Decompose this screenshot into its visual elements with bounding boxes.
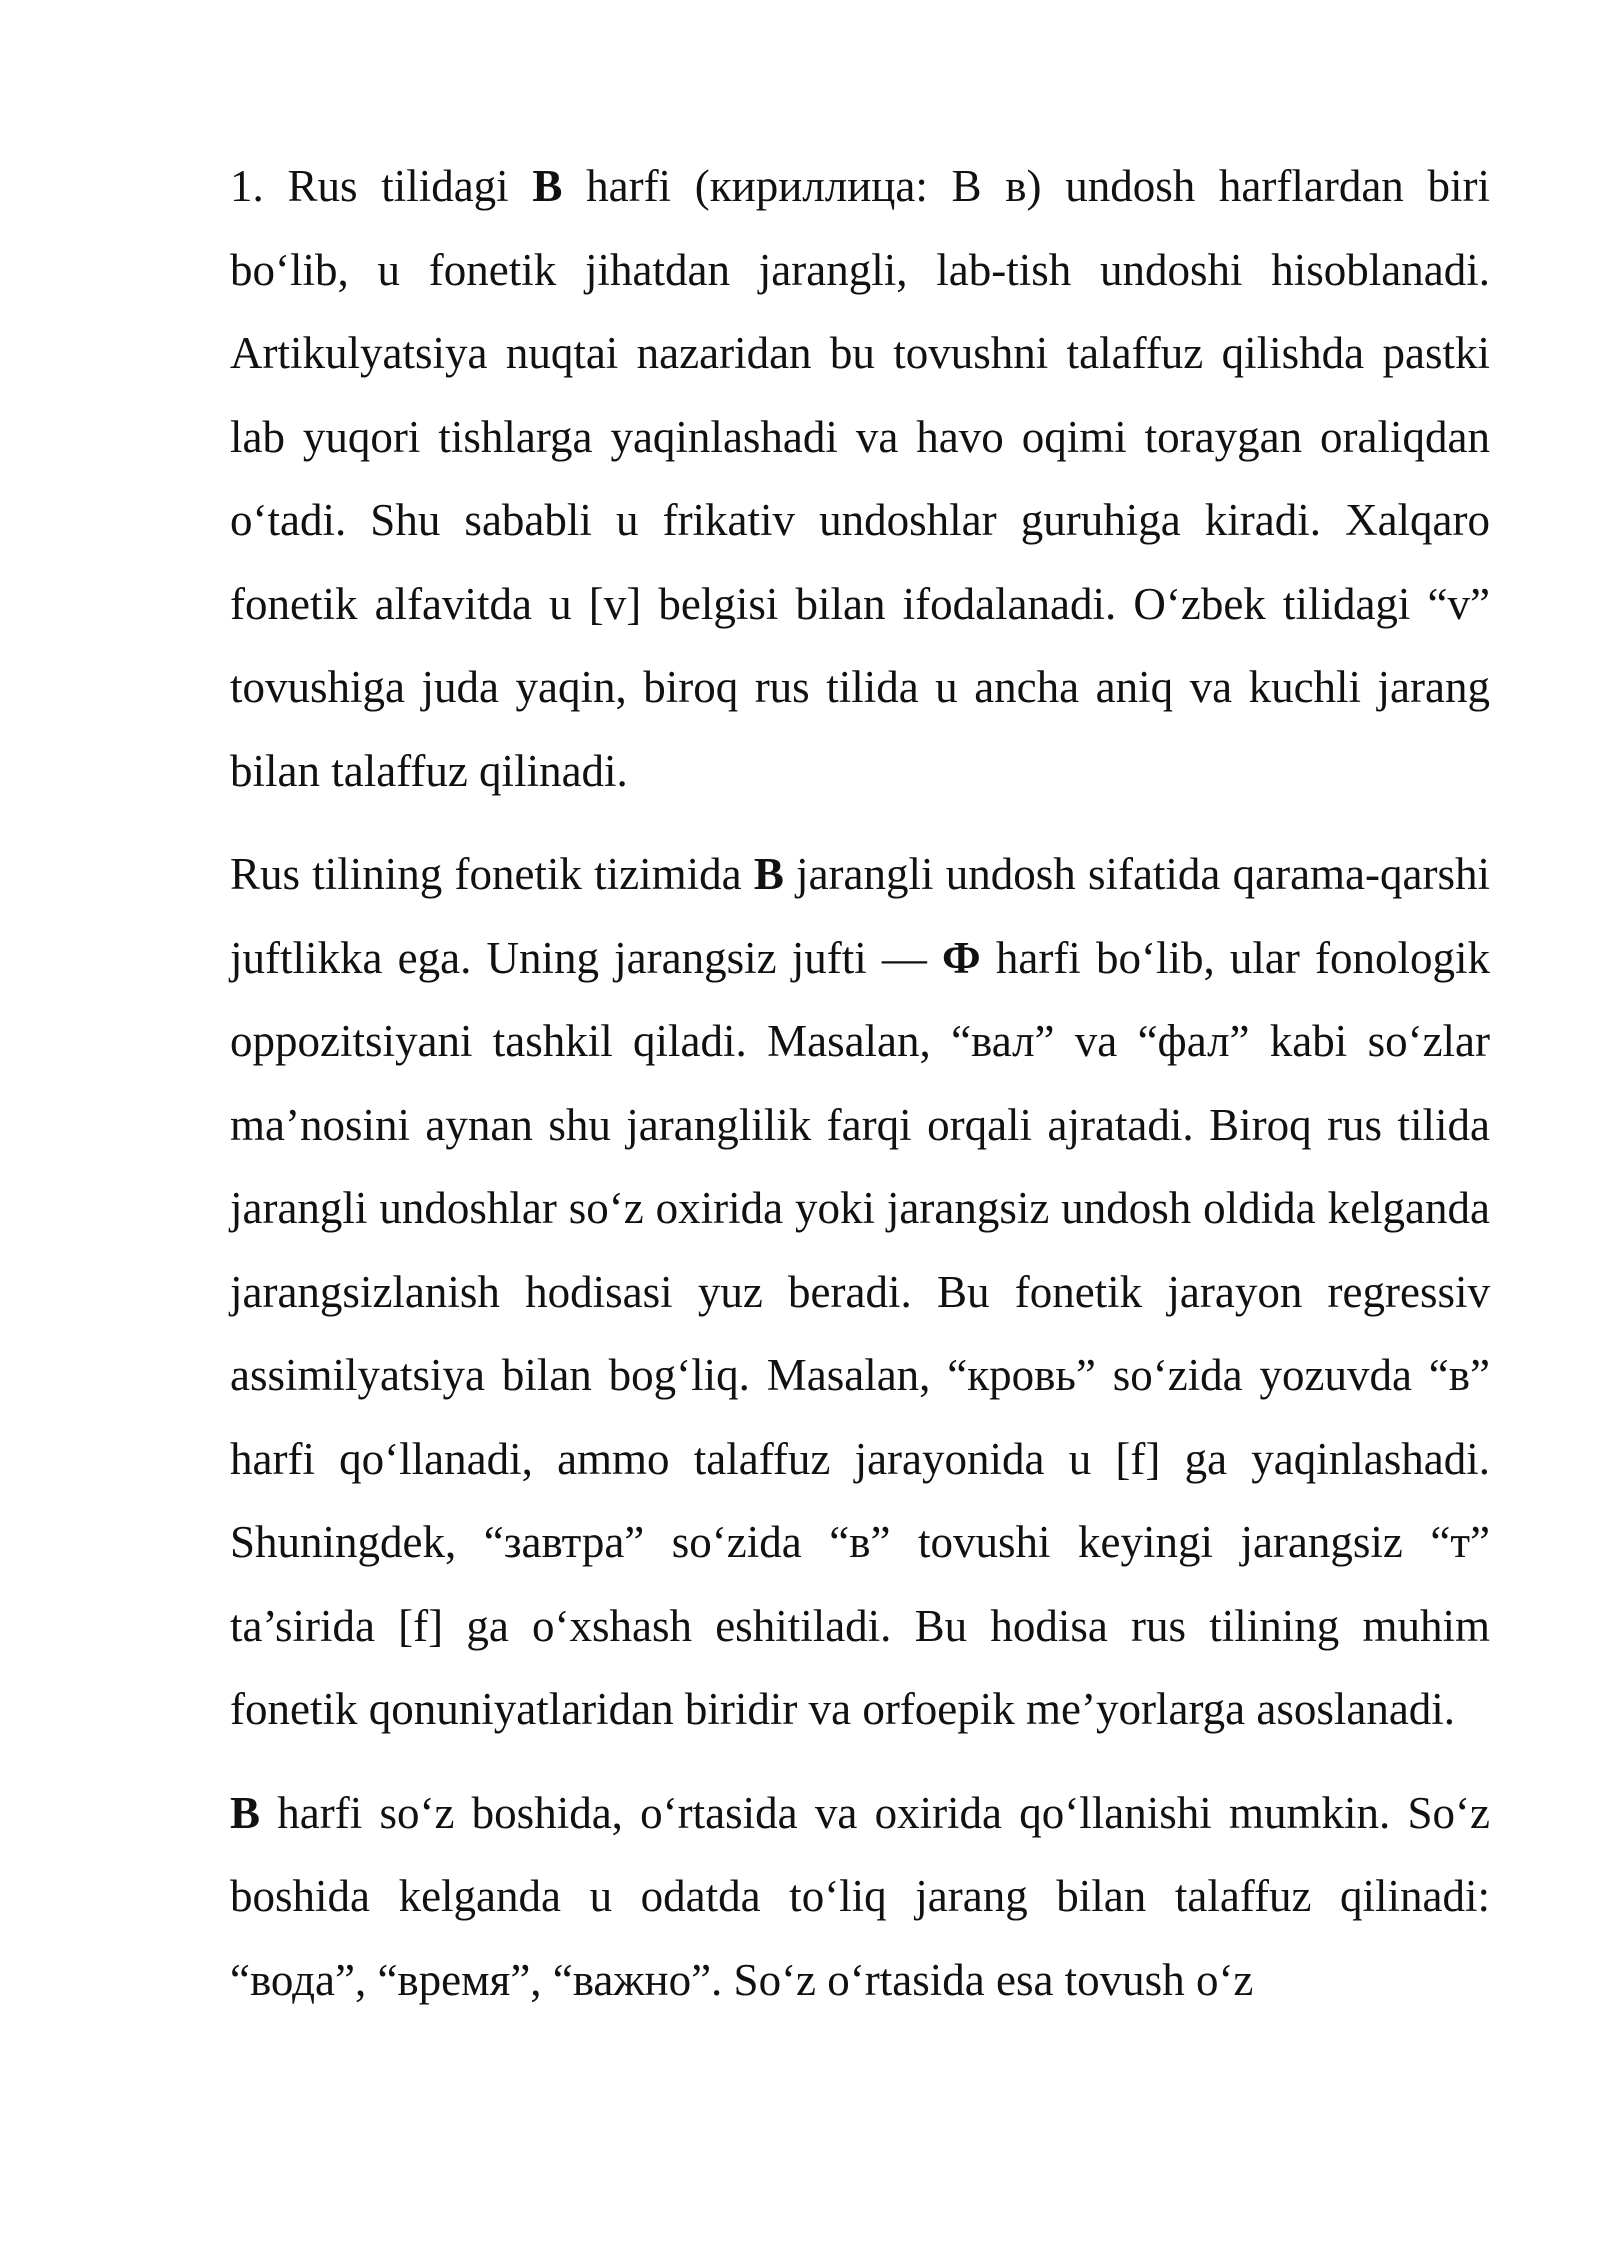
- bold-letter-f: Ф: [942, 932, 981, 983]
- paragraph-1-text: 1. Rus tilidagi: [230, 161, 533, 211]
- bold-letter-v: B: [532, 161, 563, 211]
- paragraph-2: [230, 833, 1490, 1752]
- paragraph-1: [230, 145, 1490, 813]
- paragraph-2-text: Rus tilining fonetik tizimida: [230, 849, 754, 899]
- paragraph-1-text: harfi (кириллица: В в) undosh harflardan biri bo‘lib, u fonetik jihatdan jarangli, lab-tish undoshi hisoblanadi. Artikulyatsiya nuqtai nazaridan bu tovushni talaffuz qilishda pastki lab yuqori tishlarga yaqinlashadi va havo oqimi toraygan oraliqdan o‘tadi. Shu sababli u frikativ undoshlar guruhiga kiradi. Xalqaro fonetik alfavitda u [v] belgisi bilan ifodalanadi. O‘zbek tilidagi “v” tovushiga juda yaqin, biroq rus tilida u ancha aniq va kuchli jarang bilan talaffuz qilinadi.: [230, 161, 1490, 796]
- bold-letter-v: B: [230, 1787, 261, 1838]
- paragraph-2-text: jarangli undosh sifatida qarama-qarshi juftlikka ega. Uning jarangsiz jufti —: [230, 849, 1490, 983]
- paragraph-3-text: harfi so‘z boshida, o‘rtasida va oxirida qo‘llanishi mumkin. So‘z boshida kelganda u odatda to‘liq jarang bilan talaffuz qilinadi: “вода”, “время”, “важно”. So‘z o‘rtasida esa tovush o‘z: [230, 1787, 1490, 2005]
- bold-letter-v: B: [753, 849, 784, 899]
- paragraph-3: [230, 1772, 1490, 2023]
- document-body: [230, 145, 1490, 2042]
- paragraph-2-text: harfi bo‘lib, ular fonologik oppozitsiyani tashkil qiladi. Masalan, “вал” va “фал” kabi so‘zlar ma’nosini aynan shu jaranglilik farqi orqali ajratadi. Biroq rus tilida jarangli undoshlar so‘z oxirida yoki jarangsiz undosh oldida kelganda jarangsizlanish hodisasi yuz beradi. Bu fonetik jarayon regressiv assimilyatsiya bilan bog‘liq. Masalan, “кровь” so‘zida yozuvda “в” harfi qo‘llanadi, ammo talaffuz jarayonida u [f] ga yaqinlashadi. Shuningdek, “завтра” so‘zida “в” tovushi keyingi jarangsiz “т” ta’sirida [f] ga o‘xshash eshitiladi. Bu hodisa rus tilining muhim fonetik qonuniyatlaridan biridir va orfoepik me’yorlarga asoslanadi.: [230, 932, 1490, 1734]
